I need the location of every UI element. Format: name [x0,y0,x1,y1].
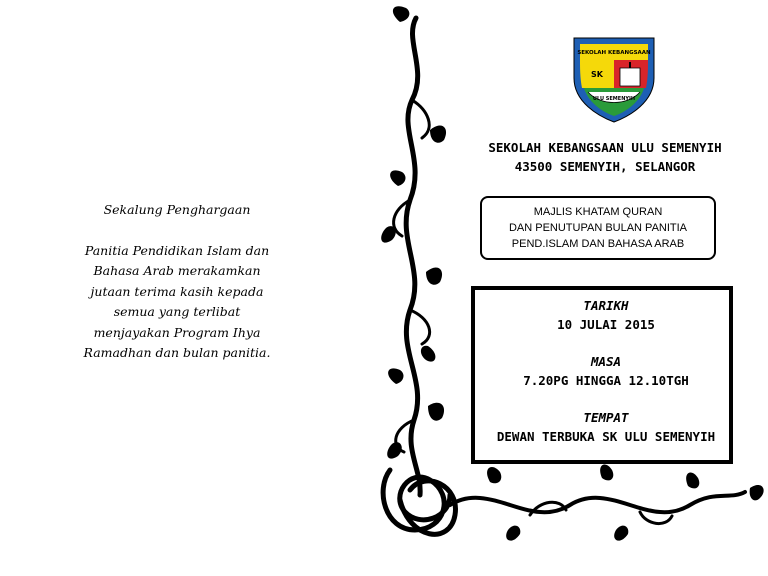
event-line: PEND.ISLAM DAN BAHASA ARAB [511,238,685,250]
thanks-message [62,200,292,364]
crest-top-text: SEKOLAH KEBANGSAAN [577,50,651,56]
crest-badge-text: SK [591,70,603,79]
thanks-line: Panitia Pendidikan Islam dan [84,242,270,258]
event-title-box [480,196,716,260]
event-line: MAJLIS KHATAM QURAN [533,206,663,218]
time-value: 7.20PG HINGGA 12.10TGH [523,373,689,388]
crest-sub-text: ULU SEMENYIH [592,96,636,102]
event-line: DAN PENUTUPAN BULAN PANITIA [508,222,688,234]
thanks-heading: Sekalung Penghargaan [103,202,251,217]
thanks-line: menjayakan Program Ihya [93,324,261,340]
thanks-line: Ramadhan dan bulan panitia. [83,345,271,360]
thanks-line: jutaan terima kasih kepada [90,283,264,299]
time-label: MASA [590,354,622,369]
school-header [440,138,768,176]
event-details [455,296,757,446]
date-label: TARIKH [583,298,629,313]
school-name: SEKOLAH KEBANGSAAN ULU SEMENYIH [488,140,722,155]
venue-label: TEMPAT [583,410,629,425]
school-address: 43500 SEMENYIH, SELANGOR [514,159,696,174]
school-crest-logo [570,32,658,124]
thanks-line: Bahasa Arab merakamkan [93,263,261,278]
venue-value: DEWAN TERBUKA SK ULU SEMENYIH [496,429,716,444]
thanks-line: semua yang terlibat [113,304,241,319]
date-value: 10 JULAI 2015 [557,317,655,332]
